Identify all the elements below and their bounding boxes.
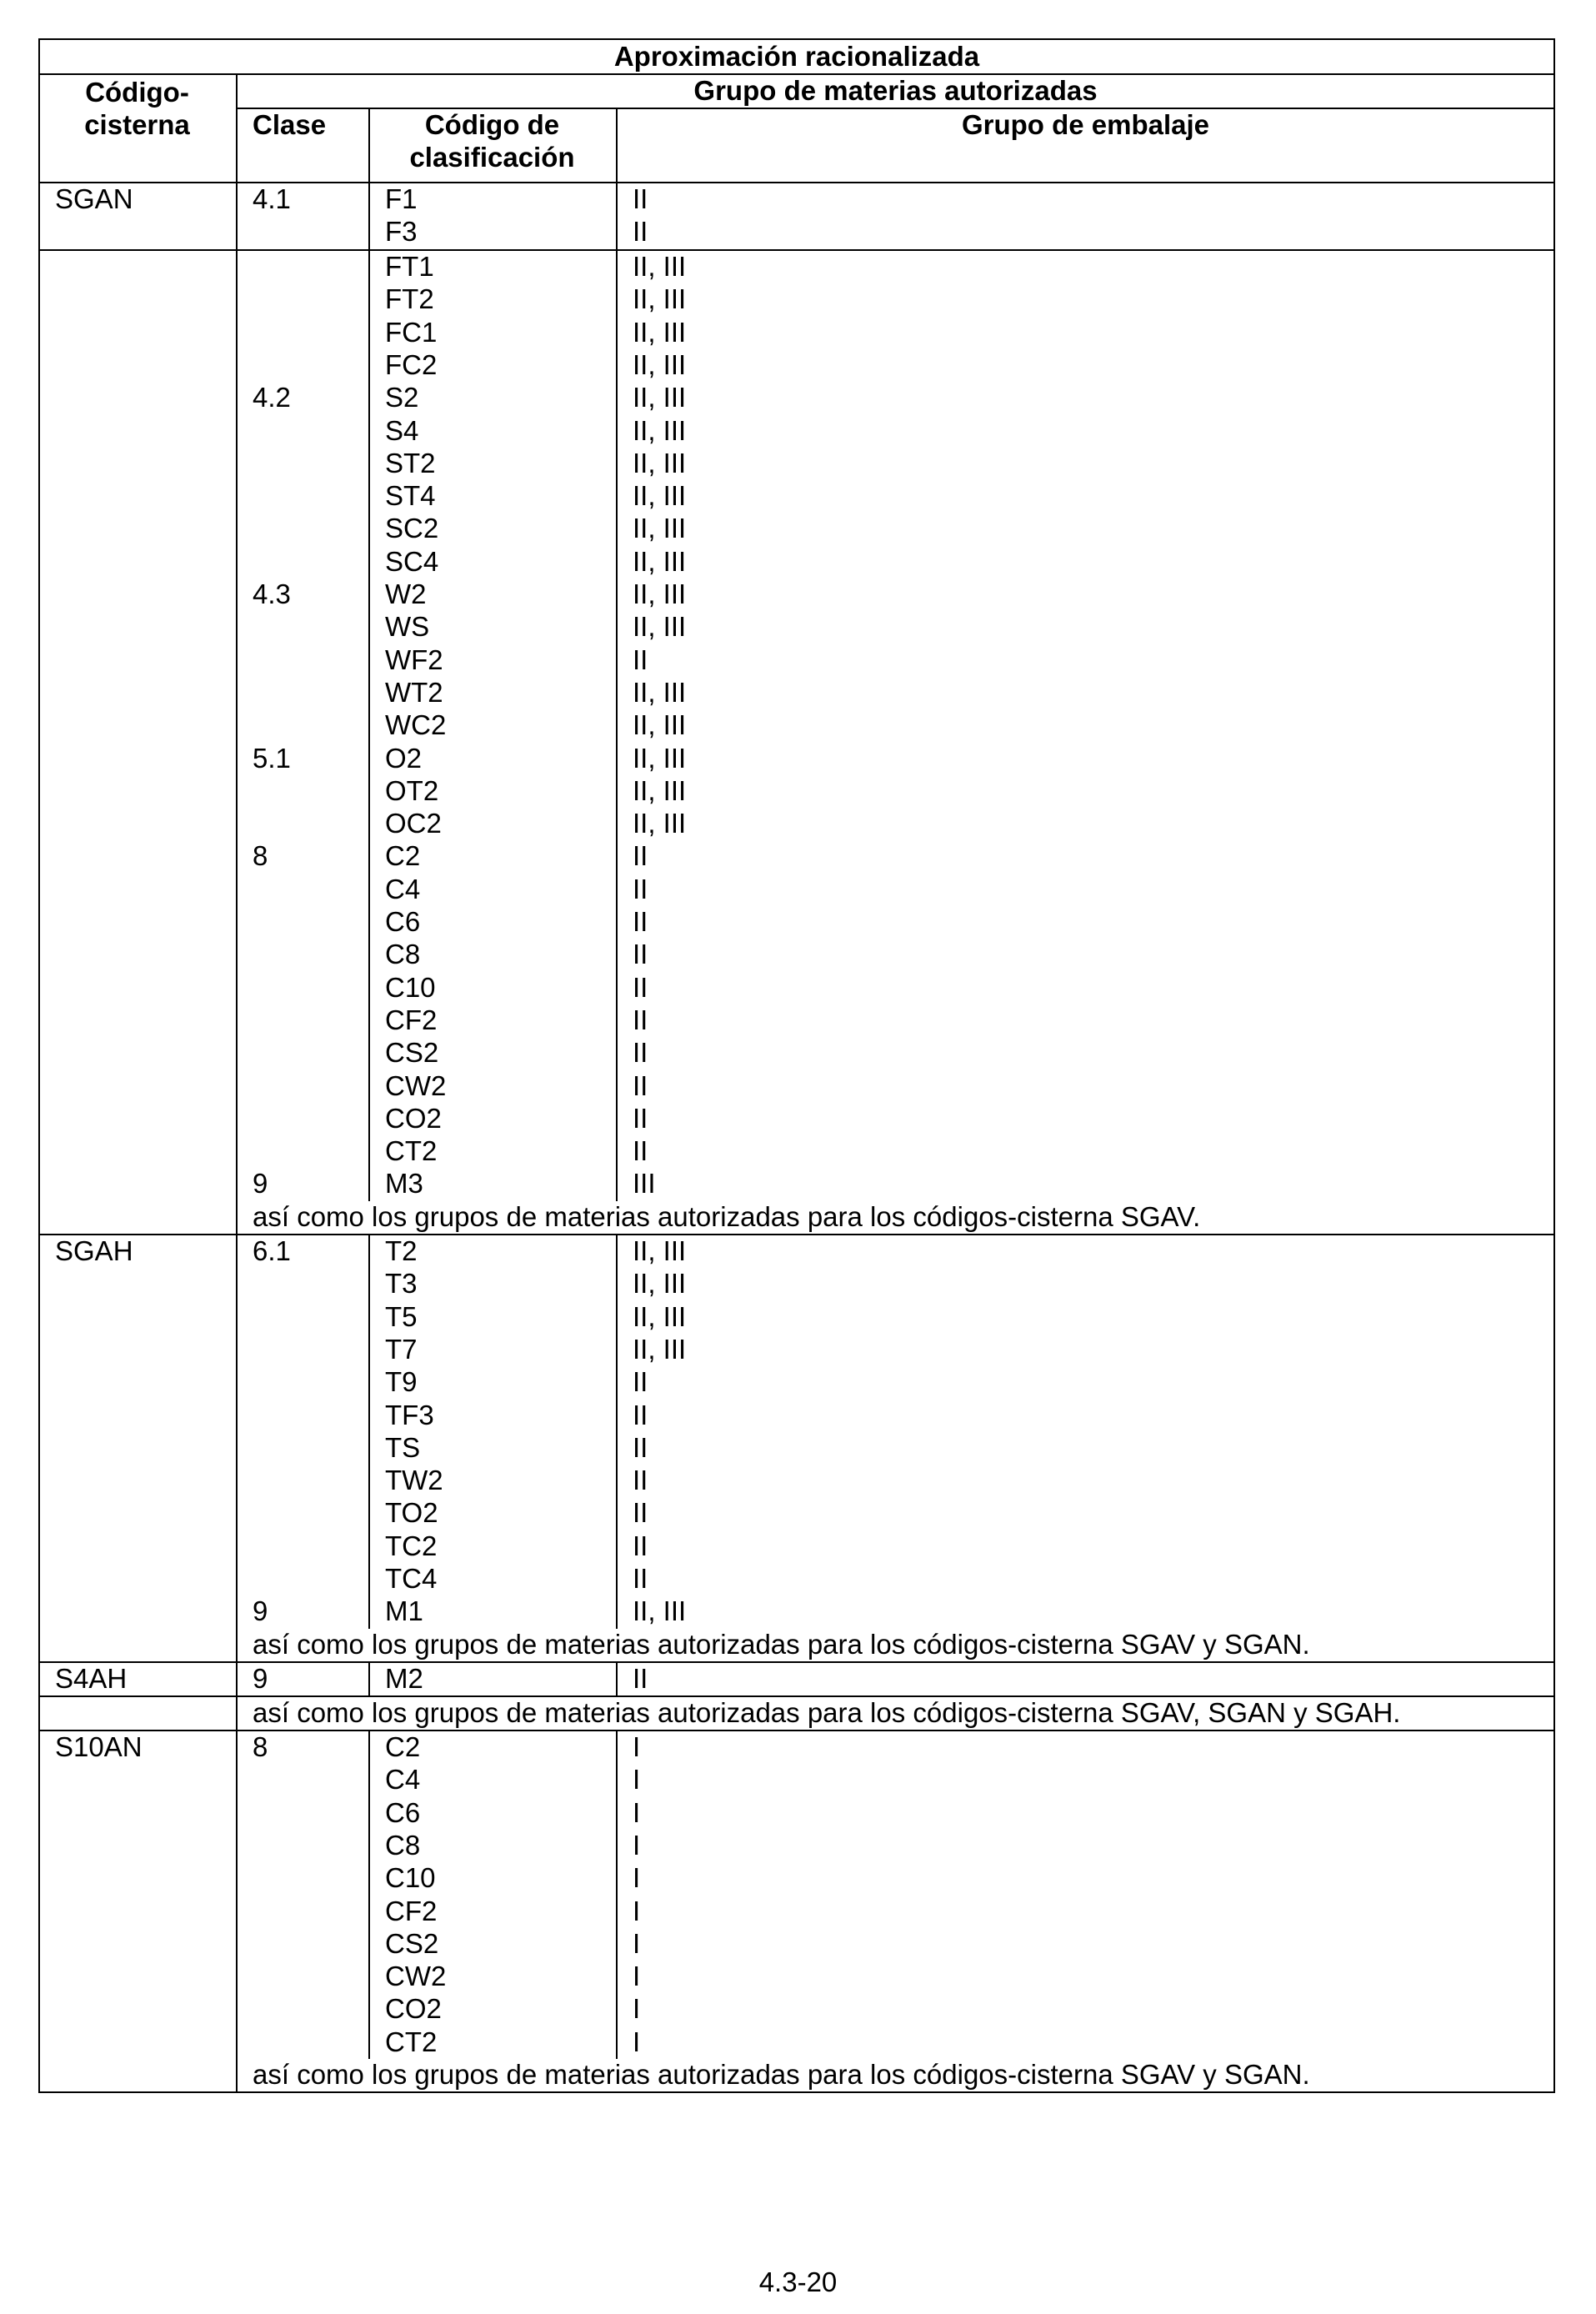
table-title: Aproximación racionalizada — [613, 41, 980, 72]
row-classification-code: C8 — [385, 939, 421, 970]
row-classification-code: C4 — [385, 873, 421, 904]
section-tank-code: SGAH — [55, 1235, 133, 1266]
row-classification-code: T5 — [385, 1300, 418, 1332]
row-classification-code: M3 — [385, 1168, 423, 1200]
row-packing-group: II, III — [633, 480, 687, 512]
row-packing-group: II — [633, 840, 648, 872]
row-packing-group: II — [633, 1069, 648, 1101]
row-classification-code: CT2 — [385, 2026, 438, 2057]
row-packing-group: II, III — [633, 808, 687, 839]
row-clase: 9 — [253, 1663, 268, 1694]
row-packing-group: II — [633, 644, 648, 675]
row-classification-code: CW2 — [385, 1069, 447, 1101]
row-clase: 4.3 — [253, 578, 291, 609]
row-packing-group: II, III — [633, 1300, 687, 1332]
row-packing-group: II — [633, 1663, 648, 1694]
row-packing-group: II, III — [633, 1235, 687, 1266]
section-note: así como los grupos de materias autorizadas para los códigos-cisterna SGAV, SGAN y SGAH. — [253, 1697, 1401, 1728]
row-packing-group: II, III — [633, 611, 687, 643]
row-packing-group: II, III — [633, 283, 687, 315]
header-clase: Clase — [253, 109, 327, 140]
row-classification-code: C2 — [385, 840, 421, 872]
row-packing-group: II, III — [633, 709, 687, 741]
row-packing-group: II — [633, 1102, 648, 1134]
row-classification-code: FT1 — [385, 251, 434, 282]
section-tank-code: SGAN — [55, 183, 133, 214]
row-clase: 5.1 — [253, 742, 291, 774]
row-packing-group: II — [633, 1004, 648, 1035]
row-classification-code: T7 — [385, 1333, 418, 1365]
row-classification-code: T2 — [385, 1235, 418, 1266]
row-classification-code: ST2 — [385, 447, 436, 478]
header-tank-code: Código- cisterna — [84, 77, 190, 140]
row-packing-group: II, III — [633, 447, 687, 478]
row-packing-group: II, III — [633, 676, 687, 708]
row-packing-group: II — [633, 1399, 648, 1430]
row-packing-group: II — [633, 1497, 648, 1529]
row-packing-group: I — [633, 1961, 641, 1992]
row-classification-code: FT2 — [385, 283, 434, 315]
row-packing-group: II, III — [633, 414, 687, 446]
row-packing-group: I — [633, 1764, 641, 1796]
row-packing-group: I — [633, 1993, 641, 2025]
section-tank-code: S4AH — [55, 1663, 128, 1694]
row-packing-group: II — [633, 1037, 648, 1069]
row-classification-code: OC2 — [385, 808, 442, 839]
section-tank-code: S10AN — [55, 1731, 143, 1762]
row-packing-group: II, III — [633, 348, 687, 380]
row-classification-code: TC4 — [385, 1563, 438, 1594]
row-classification-code: CS2 — [385, 1037, 439, 1069]
header-group: Grupo de materias autorizadas — [693, 75, 1098, 106]
row-packing-group: II, III — [633, 1333, 687, 1365]
row-classification-code: TF3 — [385, 1399, 434, 1430]
row-packing-group: II — [633, 1366, 648, 1398]
row-classification-code: CF2 — [385, 1004, 438, 1035]
row-classification-code: TC2 — [385, 1530, 438, 1561]
row-classification-code: TO2 — [385, 1497, 438, 1529]
row-packing-group: II — [633, 1135, 648, 1167]
section-note: así como los grupos de materias autorizadas para los códigos-cisterna SGAV y SGAN. — [253, 1628, 1310, 1660]
row-clase: 8 — [253, 1731, 268, 1762]
row-classification-code: CO2 — [385, 1102, 442, 1134]
row-packing-group: II — [633, 183, 648, 214]
row-packing-group: II — [633, 906, 648, 937]
row-classification-code: O2 — [385, 742, 423, 774]
row-clase: 9 — [253, 1168, 268, 1200]
row-packing-group: I — [633, 1731, 641, 1762]
row-packing-group: I — [633, 1862, 641, 1894]
row-classification-code: WS — [385, 611, 430, 643]
row-classification-code: M1 — [385, 1595, 423, 1627]
row-packing-group: II, III — [633, 251, 687, 282]
row-packing-group: II — [633, 1431, 648, 1463]
row-classification-code: CS2 — [385, 1927, 439, 1959]
row-packing-group: I — [633, 1895, 641, 1926]
row-packing-group: II, III — [633, 1268, 687, 1300]
table-border — [38, 38, 1555, 2093]
row-packing-group: II, III — [633, 774, 687, 806]
row-classification-code: FC2 — [385, 348, 438, 380]
row-packing-group: II — [633, 1563, 648, 1594]
row-packing-group: II, III — [633, 513, 687, 544]
row-packing-group: II — [633, 1530, 648, 1561]
header-classification-code: Código de clasificación — [409, 109, 575, 173]
section-note: así como los grupos de materias autorizadas para los códigos-cisterna SGAV. — [253, 1200, 1201, 1232]
row-classification-code: WT2 — [385, 676, 443, 708]
row-packing-group: II — [633, 216, 648, 248]
row-classification-code: ST4 — [385, 480, 436, 512]
page-number: 4.3-20 — [758, 2266, 838, 2297]
row-packing-group: II, III — [633, 1595, 687, 1627]
row-packing-group: II — [633, 1465, 648, 1496]
row-classification-code: WC2 — [385, 709, 447, 741]
row-classification-code: T3 — [385, 1268, 418, 1300]
row-classification-code: S2 — [385, 382, 419, 413]
row-classification-code: FC1 — [385, 316, 438, 348]
row-classification-code: M2 — [385, 1663, 423, 1694]
row-classification-code: CT2 — [385, 1135, 438, 1167]
row-packing-group: III — [633, 1168, 656, 1200]
row-packing-group: II, III — [633, 382, 687, 413]
row-classification-code: F3 — [385, 216, 418, 248]
row-classification-code: C6 — [385, 1796, 421, 1828]
row-classification-code: WF2 — [385, 644, 443, 675]
row-packing-group: II, III — [633, 545, 687, 577]
row-classification-code: CF2 — [385, 1895, 438, 1926]
row-classification-code: C4 — [385, 1764, 421, 1796]
section-note: así como los grupos de materias autorizadas para los códigos-cisterna SGAV y SGAN. — [253, 2059, 1310, 2090]
row-packing-group: II, III — [633, 316, 687, 348]
row-packing-group: II — [633, 873, 648, 904]
row-classification-code: TS — [385, 1431, 421, 1463]
row-classification-code: F1 — [385, 183, 418, 214]
header-packing-group: Grupo de embalaje — [961, 109, 1210, 140]
row-packing-group: II — [633, 971, 648, 1003]
row-packing-group: II, III — [633, 578, 687, 609]
row-classification-code: W2 — [385, 578, 427, 609]
row-classification-code: C6 — [385, 906, 421, 937]
row-packing-group: I — [633, 2026, 641, 2057]
row-classification-code: SC4 — [385, 545, 439, 577]
row-classification-code: CO2 — [385, 1993, 442, 2025]
row-classification-code: T9 — [385, 1366, 418, 1398]
row-packing-group: I — [633, 1927, 641, 1959]
row-classification-code: OT2 — [385, 774, 439, 806]
row-classification-code: C8 — [385, 1829, 421, 1861]
row-classification-code: SC2 — [385, 513, 439, 544]
row-classification-code: CW2 — [385, 1961, 447, 1992]
row-classification-code: C2 — [385, 1731, 421, 1762]
row-classification-code: TW2 — [385, 1465, 443, 1496]
row-clase: 9 — [253, 1595, 268, 1627]
row-packing-group: I — [633, 1829, 641, 1861]
row-clase: 4.2 — [253, 382, 291, 413]
row-classification-code: C10 — [385, 971, 436, 1003]
row-clase: 4.1 — [253, 183, 291, 214]
row-clase: 6.1 — [253, 1235, 291, 1266]
row-classification-code: C10 — [385, 1862, 436, 1894]
row-clase: 8 — [253, 840, 268, 872]
row-packing-group: I — [633, 1796, 641, 1828]
row-packing-group: II — [633, 939, 648, 970]
row-classification-code: S4 — [385, 414, 419, 446]
row-packing-group: II, III — [633, 742, 687, 774]
